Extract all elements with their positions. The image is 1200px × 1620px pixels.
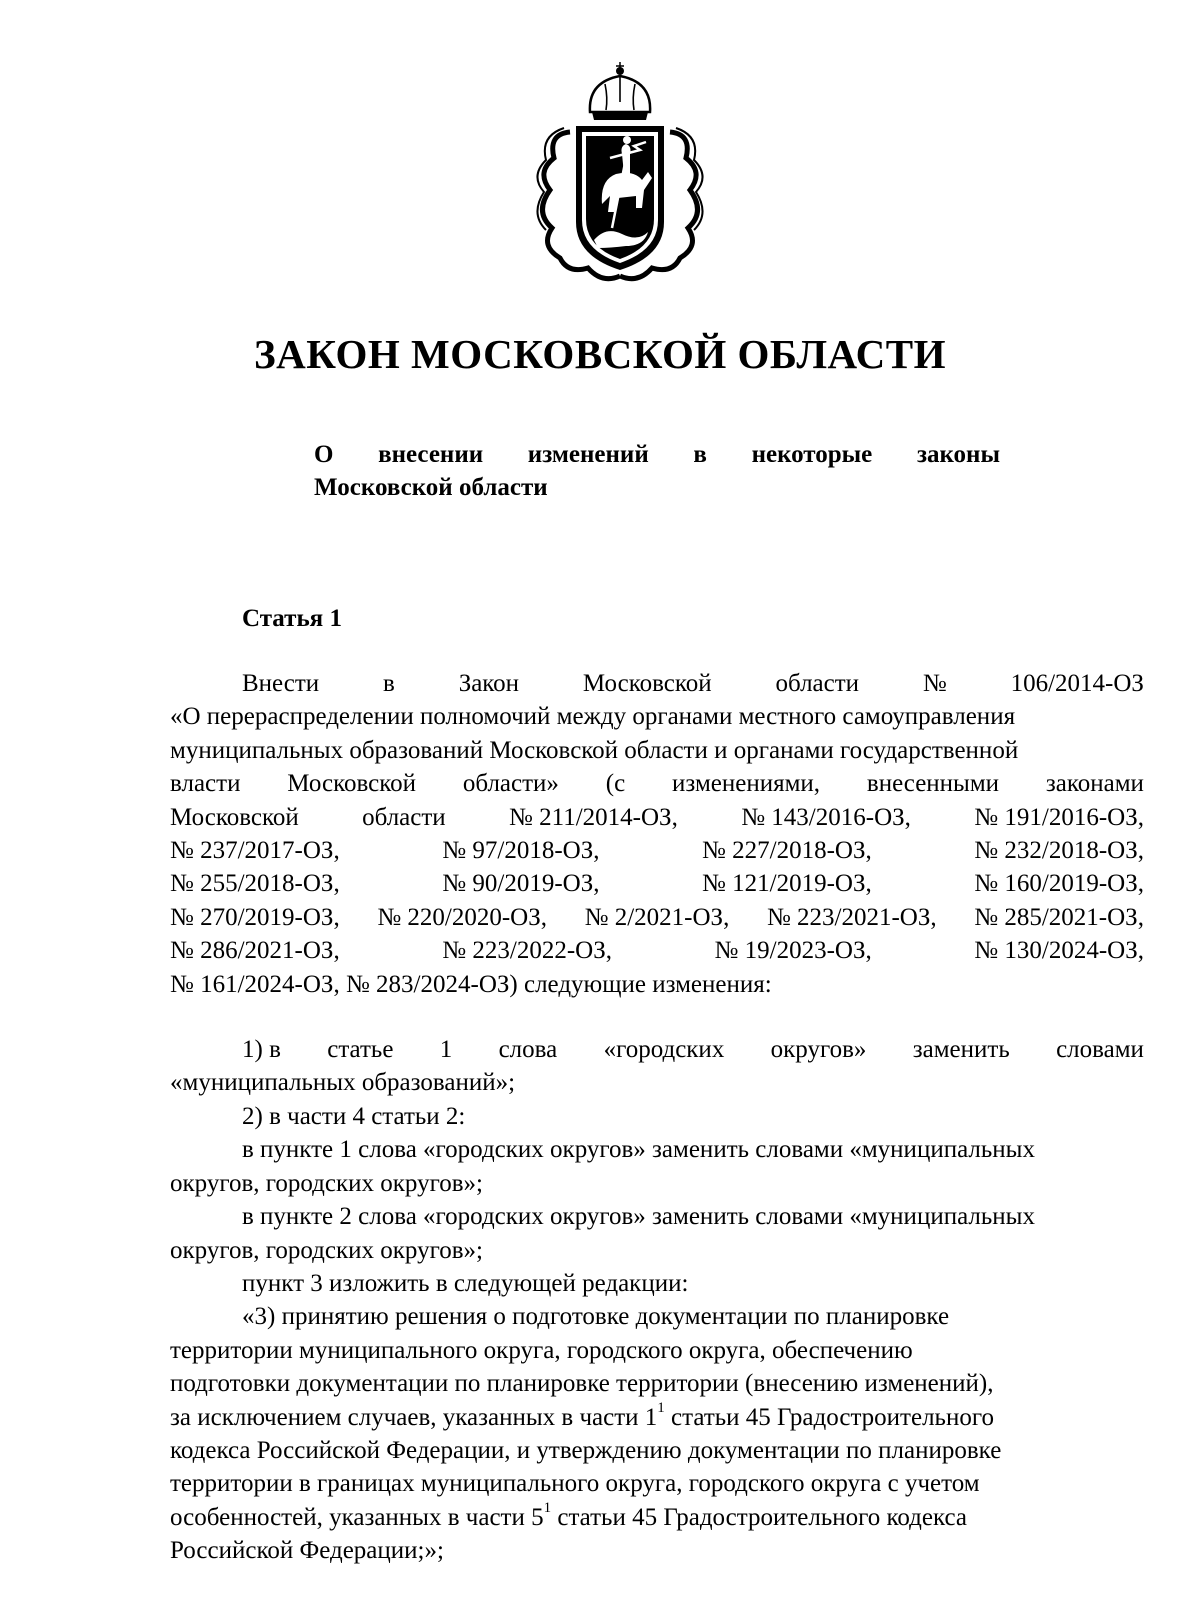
word: слова [498,1036,558,1064]
subject-word: некоторые [751,441,873,468]
law-reference: № 255/2018-ОЗ, [170,870,340,898]
word: Московской [170,803,299,831]
quoted-text-line-7 [170,1501,1144,1534]
law-reference: № 220/2020-ОЗ, [377,903,548,931]
intro-line-10: № 161/2024-ОЗ, № 283/2024-ОЗ) следующие изменения: [170,970,772,998]
law-reference: № 130/2024-ОЗ, [974,937,1144,965]
moscow-oblast-coat-of-arms-icon [530,62,710,284]
law-reference: № 227/2018-ОЗ, [702,837,872,865]
law-reference: № 97/2018-ОЗ, [442,837,600,865]
quoted-text-line-4 [170,1401,1144,1434]
article-heading: Статья 1 [242,605,342,632]
word: изменениями, [672,770,821,798]
subject-line-1 [314,438,1000,471]
subject-word: О [314,441,334,468]
word: внесенными [866,770,1000,798]
law-reference: № 286/2021-ОЗ, [170,937,340,965]
word: законами [1045,770,1144,798]
item-2-point-2-line-1: в пункте 2 слова «городских округов» заменить словами «муниципальных [242,1203,1035,1231]
quoted-text-line-5: кодекса Российской Федерации, и утверждению документации по планировке [170,1436,1002,1464]
law-subject [314,438,1000,504]
law-reference: № 90/2019-ОЗ, [442,870,600,898]
quoted-text-line-2: территории муниципального округа, городского округа, обеспечению [170,1336,913,1364]
intro-line-3: муниципальных образований Московской области и органами государственной [170,736,1019,764]
law-reference: № 19/2023-ОЗ, [714,937,872,965]
law-reference: № 223/2022-ОЗ, [442,937,612,965]
quoted-text-part: особенностей, указанных в части 5 [170,1503,544,1531]
item-2-point-2-line-2: округов, городских округов»; [170,1236,483,1264]
law-reference: № 223/2021-ОЗ, [766,903,937,931]
quoted-text-line-8: Российской Федерации;»; [170,1537,444,1565]
intro-line-8 [170,901,1144,934]
intro-line-6 [170,834,1144,867]
quoted-text-line-3: подготовки документации по планировке территории (внесению изменений), [170,1370,994,1398]
subject-word: в [693,441,707,468]
subject-line-2: Московской области [314,474,548,501]
quoted-text-line-6: территории в границах муниципального округа, городского округа с учетом [170,1470,980,1498]
superscript: 1 [657,1400,665,1417]
quoted-text-line-1: «3) принятию решения о подготовке документации по планировке [242,1303,950,1331]
law-title: ЗАКОН МОСКОВСКОЙ ОБЛАСТИ [254,331,946,377]
paragraph-gap [170,1001,1144,1033]
word: в [383,670,395,697]
word: Московской [287,770,417,798]
law-reference: № 191/2016-ОЗ, [974,803,1144,831]
subject-word: законы [916,441,1000,468]
item-1-line-1 [170,1033,1144,1066]
item-1-line-2: «муниципальных образований»; [170,1069,516,1097]
law-reference: № 237/2017-ОЗ, [170,837,340,865]
word: Закон [458,670,520,697]
item-2-point-1-line-1: в пункте 1 слова «городских округов» заменить словами «муниципальных [242,1136,1035,1164]
quoted-text-part: статьи 45 Градостроительного кодекса [551,1503,968,1531]
law-reference: № 160/2019-ОЗ, [974,870,1144,898]
item-2-heading: 2) в части 4 статьи 2: [242,1102,466,1130]
quoted-text-part: статьи 45 Градостроительного [664,1403,994,1431]
law-reference: № 211/2014-ОЗ, [509,803,678,831]
word: власти [170,770,241,798]
word: области» [462,770,559,798]
intro-line-4 [170,767,1144,800]
word: словами [1056,1036,1144,1064]
item-2-point-3-intro: пункт 3 изложить в следующей редакции: [242,1269,689,1297]
law-reference: № 232/2018-ОЗ, [974,837,1144,865]
law-reference: № 270/2019-ОЗ, [170,903,340,931]
law-reference: № 285/2021-ОЗ, [974,903,1144,931]
word: (с [605,770,626,798]
word: заменить [912,1036,1010,1064]
word: № [922,670,947,697]
law-reference: № 2/2021-ОЗ, [584,903,730,931]
article-body [170,667,1144,1568]
law-reference: № 143/2016-ОЗ, [741,803,911,831]
subject-word: внесении [378,441,484,468]
intro-line-7 [170,867,1144,900]
quoted-text-part: за исключением случаев, указанных в части 1 [170,1403,658,1431]
word: 1) в [242,1036,281,1064]
word: округов» [770,1036,867,1064]
intro-line-9 [170,934,1144,967]
word: «городских [603,1036,725,1064]
intro-line-2: «О перераспределении полномочий между органами местного самоуправления [170,703,1016,731]
item-2-point-1-line-2: округов, городских округов»; [170,1169,483,1197]
word: области [775,670,860,697]
subject-word: изменений [527,441,649,468]
word: статье [327,1036,394,1064]
word: области [362,803,446,831]
intro-line-5 [170,801,1144,834]
intro-line-1 [170,667,1144,700]
word: Московской [582,670,712,697]
word: 1 [439,1036,453,1064]
superscript: 1 [543,1500,552,1517]
word: 106/2014-ОЗ [1010,670,1144,697]
law-reference: № 121/2019-ОЗ, [702,870,872,898]
word: Внести [242,670,320,697]
